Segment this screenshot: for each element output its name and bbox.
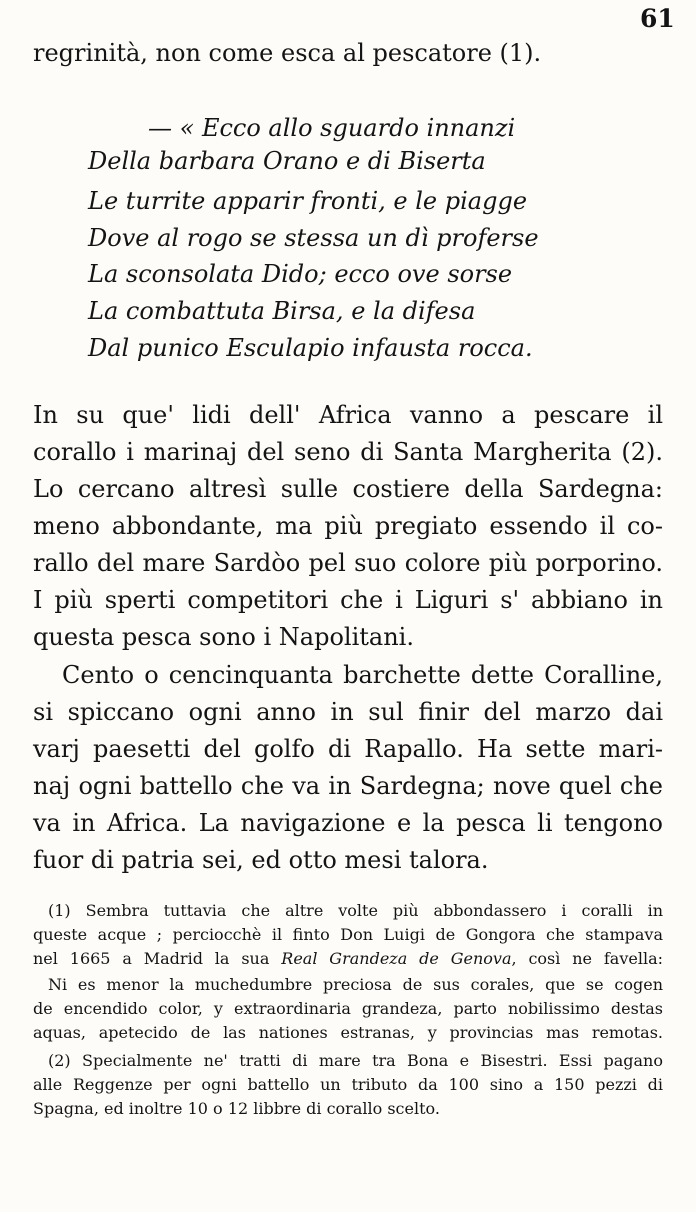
- footnote-line: queste acque ; perciocchè il finto Don Luigi de Gongora che stampava: [33, 925, 663, 944]
- opening-line: regrinità, non come esca al pescatore (1).: [33, 39, 542, 67]
- text-line: naj ogni battello che va in Sardegna; nove quel che: [33, 772, 663, 800]
- page-number: 61: [640, 4, 675, 33]
- verse-line: Le turrite apparir fronti, e le piagge: [88, 187, 528, 215]
- text-line: Lo cercano altresì sulle costiere della Sardegna:: [33, 475, 663, 503]
- text-line: I più sperti competitori che i Liguri s' abbiano in: [33, 586, 663, 614]
- book-title: Real Grandeza de Genova: [281, 949, 512, 968]
- text-line: questa pesca sono i Napolitani.: [33, 623, 414, 651]
- footnote-line: (1) Sembra tuttavia che altre volte più abbondassero i coralli in: [48, 901, 663, 920]
- text-line: Cento o cencinquanta barchette dette Coralline,: [62, 661, 663, 689]
- footnote-quote-line: Ni es menor la muchedumbre preciosa de sus corales, que se cogen: [48, 975, 663, 994]
- footnote-line: [33, 948, 663, 970]
- footnote-quote-line: aquas, apetecido de las nationes estranas, y provincias mas remotas.: [33, 1023, 663, 1042]
- text-line: meno abbondante, ma più pregiato essendo il co-: [33, 512, 663, 540]
- footnote-line: Spagna, ed inoltre 10 o 12 libbre di corallo scelto.: [33, 1099, 440, 1118]
- footnote-quote-line: de encendido color, y extraordinaria grandeza, parto nobilissimo destas: [33, 999, 663, 1018]
- verse-line: Dove al rogo se stessa un dì proferse: [88, 224, 539, 252]
- text-line: va in Africa. La navigazione e la pesca li tengono: [33, 809, 663, 837]
- footnote-text: nel 1665 a Madrid la sua: [33, 949, 282, 968]
- footnote-text: , così ne favella:: [511, 949, 664, 968]
- text-line: rallo del mare Sardòo pel suo colore più porporino.: [33, 549, 663, 577]
- text-line: corallo i marinaj del seno di Santa Margherita (2).: [33, 438, 663, 466]
- verse-line: La sconsolata Dido; ecco ove sorse: [88, 260, 513, 288]
- text-line: si spiccano ogni anno in sul finir del marzo dai: [33, 698, 663, 726]
- text-line: In su que' lidi dell' Africa vanno a pescare il: [33, 401, 663, 429]
- verse-line: La combattuta Birsa, e la difesa: [88, 297, 476, 325]
- text-line: varj paesetti del golfo di Rapallo. Ha sette mari-: [33, 735, 663, 763]
- text-line: fuor di patria sei, ed otto mesi talora.: [33, 846, 489, 874]
- verse-line: — « Ecco allo sguardo innanzi: [148, 114, 516, 142]
- verse-line: Della barbara Orano e di Biserta: [88, 147, 486, 175]
- verse-line: Dal punico Esculapio infausta rocca.: [88, 334, 533, 362]
- footnote-line: (2) Specialmente ne' tratti di mare tra Bona e Bisestri. Essi pagano: [48, 1051, 663, 1070]
- footnote-line: alle Reggenze per ogni battello un tributo da 100 sino a 150 pezzi di: [33, 1075, 663, 1094]
